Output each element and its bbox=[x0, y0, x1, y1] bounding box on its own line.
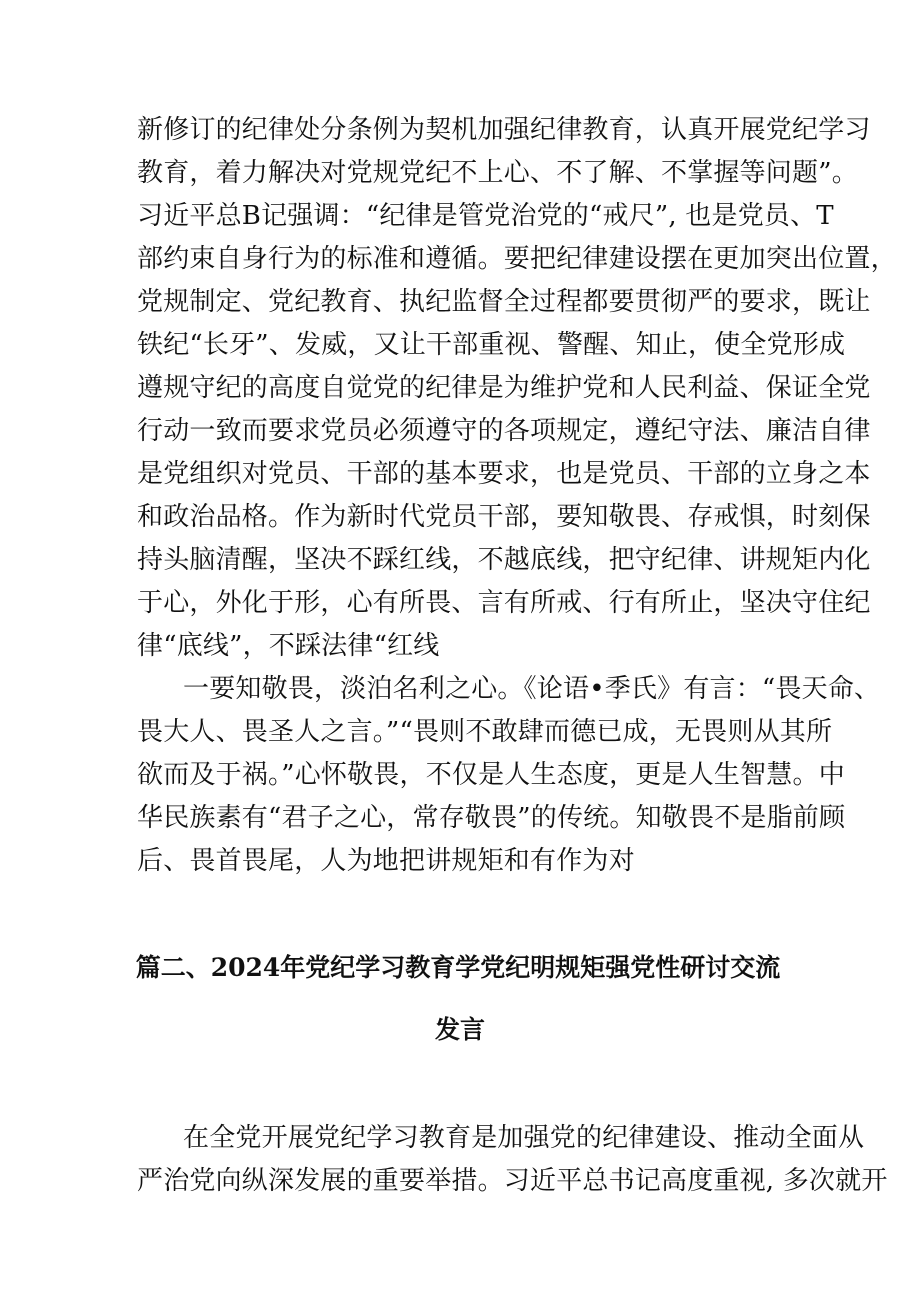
text-line: 教育，着力解决对党规党纪不上心、不了解、不掌握等问题”。 bbox=[137, 158, 858, 188]
text-line: 后、畏首畏尾，人为地把讲规矩和有作为对 bbox=[137, 846, 635, 876]
text-line: 严治党向纵深发展的重要举措。习近平总书记高度重视, 多次就开 bbox=[137, 1166, 888, 1196]
text-line: 是党组织对党员、干部的基本要求，也是党员、干部的立身之本 bbox=[137, 459, 871, 489]
text-line: 在全党开展党纪学习教育是加强党的纪律建设、推动全面从 bbox=[183, 1123, 865, 1153]
text-line: 铁纪“长牙”、发威，又让干部重视、警醒、知止，使全党形成 bbox=[137, 330, 846, 360]
text-line: 于心，外化于形，心有所畏、言有所戒、行有所止，坚决守住纪 bbox=[137, 588, 871, 618]
text-line: 和政治品格。作为新时代党员干部，要知敬畏、存戒惧，时刻保 bbox=[137, 502, 871, 532]
text-line: 一要知敬畏，淡泊名利之心。《论语•季氏》有言：“畏天命、 bbox=[183, 674, 881, 704]
section-title: 篇二、2024年党纪学习教育学党纪明规矩强党性研讨交流 bbox=[135, 953, 781, 982]
text-line: 畏大人、畏圣人之言。”“畏则不敢肆而德已成，无畏则从其所 bbox=[137, 717, 833, 747]
text-line: 华民族素有“君子之心，常存敬畏”的传统。知敬畏不是脂前顾 bbox=[137, 803, 846, 833]
text-line: 党规制定、党纪教育、执纪监督全过程都要贯彻严的要求，既让 bbox=[137, 287, 871, 317]
text-line: 行动一致而要求党员必须遵守的各项规定，遵纪守法、廉洁自律 bbox=[137, 416, 871, 446]
text-line: 律“底线”，不踩法律“红线 bbox=[137, 631, 440, 661]
text-line: 欲而及于祸。”心怀敬畏，不仅是人生态度，更是人生智慧。中 bbox=[137, 760, 845, 790]
text-line: 新修订的纪律处分条例为契机加强纪律教育，认真开展党纪学习 bbox=[137, 115, 871, 145]
text-line: 习近平总B记强调：“纪律是管党治党的“戒尺”, 也是党员、T bbox=[137, 201, 834, 231]
text-line: 遵规守纪的高度自觉党的纪律是为维护党和人民利益、保证全党 bbox=[137, 373, 871, 403]
text-line: 部约束自身行为的标准和遵循。要把纪律建设摆在更加突出位置， bbox=[137, 244, 897, 274]
text-line: 持头脑清醒，坚决不踩红线，不越底线，把守纪律、讲规矩内化 bbox=[137, 545, 871, 575]
section-title-continued: 发言 bbox=[434, 1015, 485, 1044]
